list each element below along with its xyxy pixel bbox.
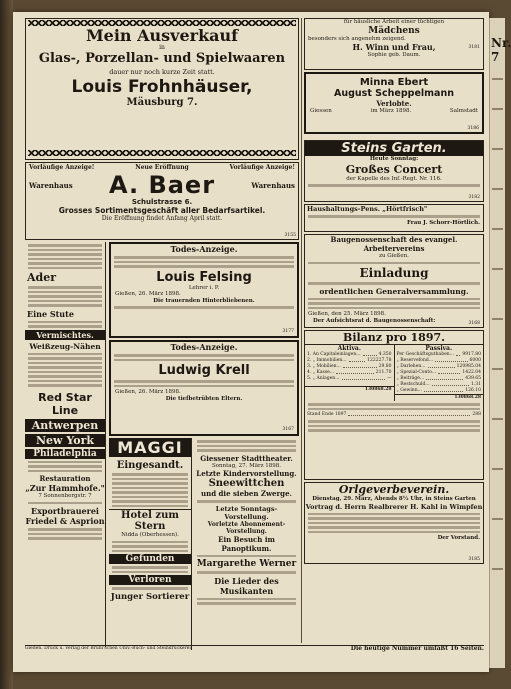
passiva-value: 1422.04 <box>462 370 481 375</box>
ausverkauf-ad <box>25 18 299 160</box>
steins-number: 3182 <box>468 195 480 200</box>
vermischtes-banner: Vermischtes. <box>25 330 105 340</box>
todes1-number: 3177 <box>282 329 294 334</box>
madchen-detail: besonders sich angenehm zeigend. <box>308 35 406 42</box>
todes1-role: Lehrer i. P. <box>188 284 220 291</box>
passiva-label: „ Beiträge... <box>396 376 425 381</box>
ausverkauf-in: in <box>159 44 165 51</box>
orgel-title: Orlgeverbeverein. <box>338 483 450 496</box>
maggi-column <box>109 438 192 650</box>
aktiva-value: 4.350 <box>378 352 392 357</box>
gefunden-banner: Gefunden <box>109 554 191 564</box>
stadttheater-play3: Margarethe Werner <box>196 559 297 569</box>
book-spine <box>0 0 13 689</box>
aktiva-value: 29.80 <box>378 364 392 369</box>
steins-detail: der Kapelle des Inf.-Regt. Nr. 116. <box>346 175 442 182</box>
aktiva-label: 3. „ Mobilien... <box>307 364 341 369</box>
baugenossen-detail: ordentlichen Generalversammlung. <box>319 286 469 296</box>
new-york-banner: New York <box>25 434 105 447</box>
stadttheater-play2: Ein Besuch im Panoptikum. <box>218 534 275 553</box>
steins-garten-ad <box>304 140 484 202</box>
restauration-heading: Restauration <box>39 474 91 483</box>
friedel-asprion-heading: Friedel & Asprion <box>25 516 105 526</box>
aktiva-label: 4. „ Kasse... <box>307 370 335 375</box>
passiva-value: 120985.04 <box>456 364 481 369</box>
left-lower-columns <box>25 242 299 647</box>
hotel-stern-heading: Hotel zum Stern <box>109 509 191 532</box>
exportbrauerei-heading: Exportbrauerei <box>31 506 99 516</box>
madchen-word: Mädchens <box>368 25 420 36</box>
bilanz-passiva-heading: Passiva. <box>425 345 453 352</box>
footer-note: Die heutige Nummer umfaßt 16 Seiten. <box>350 645 484 652</box>
stadttheater-show1: Letzte Kindervorstellung. <box>196 469 297 478</box>
diamond-border-bottom <box>28 150 296 156</box>
madchen-number: 3181 <box>468 45 480 50</box>
stadttheater-date: Sonntag, 27. März 1898. <box>211 462 282 469</box>
passiva-value: 6000 <box>469 358 481 363</box>
bilanz-stand-value: 288 <box>472 412 481 417</box>
antwerpen-banner: Antwerpen <box>25 419 105 432</box>
small-ads-column <box>25 242 106 647</box>
verloren-banner: Verloren <box>109 575 191 585</box>
baer-opening: Die Eröffnung findet Anfang April statt. <box>101 215 223 222</box>
baugenossen-einladung: Einladung <box>359 266 429 280</box>
todes2-date: Gießen, 26. März 1898. <box>115 389 181 395</box>
todes1-name: Louis Felsing <box>156 269 252 285</box>
bilanz-table <box>304 330 484 480</box>
bilanz-title: Bilanz pro 1897. <box>343 331 445 344</box>
stadttheater-play4: Die Lieder des Musikanten <box>214 575 279 596</box>
baer-number: 3155 <box>284 233 296 238</box>
aktiva-value: — <box>387 376 392 381</box>
passiva-label: „ Spezial-Conto... <box>396 370 437 375</box>
orgel-date: Dienstag, 29. März, Abends 8½ Uhr, in Steins Garten <box>312 496 476 502</box>
ausverkauf-address: Mäusburg 7. <box>126 97 198 108</box>
haushaltung-sub: Frau J. Schorr-Hörtlich. <box>407 219 480 226</box>
warenhaus-right: Warenhaus <box>251 180 295 190</box>
bilanz-aktiva <box>305 345 395 401</box>
aktiva-row <box>305 376 394 382</box>
passiva-label: „ Gewinn... <box>396 388 422 393</box>
orgel-number: 3185 <box>468 557 480 562</box>
todes1-family: Die trauernden Hinterbliebenen. <box>153 297 255 304</box>
aktiva-label: 5. „ Anlagen... <box>307 376 340 381</box>
footer-printer: Gießen. Druck u. Verlag der Brühl'schen Univ.-Buch- und Steindruckerei. <box>25 646 193 651</box>
philadelphia-banner: Philadelphia <box>25 449 105 459</box>
haushaltung-title: Haushaltungs-Pens. „Hörtfrisch" <box>307 205 428 213</box>
bilanz-passiva <box>395 345 484 401</box>
notices-column <box>106 242 299 647</box>
todes2-number: 3167 <box>282 427 294 432</box>
aktiva-value: 211.70 <box>375 370 392 375</box>
baer-opening-label: Neue Eröffnung <box>135 164 189 171</box>
aktiva-label: 2. „ Immobilien... <box>307 358 347 363</box>
ausverkauf-title: Mein Ausverkauf <box>85 26 239 45</box>
passiva-label: „ Darlehen... <box>396 364 426 369</box>
verlobt-place2: Salmstadt <box>449 108 478 114</box>
baugenossen-sub: zu Gießen. <box>379 253 409 259</box>
madchen-intro: für häusliche Arbeit einer tüchtigen <box>343 19 445 25</box>
maggi-theater-row <box>109 438 299 650</box>
steins-concert: Großes Concert <box>345 162 443 176</box>
bilanz-sum-right: 130868.28 <box>454 395 481 400</box>
todes1-title: Todes-Anzeige. <box>170 244 238 254</box>
todes1-date: Gießen, 26. März 1898. <box>115 291 181 297</box>
verlobt-name1: Minna Ebert <box>359 77 429 88</box>
bilanz-stand-label: Stand Ende 1897 <box>307 412 347 417</box>
verlobt-name2: August Scheppelmann <box>334 88 454 99</box>
steins-heute: Heute Sonntag: <box>369 156 419 162</box>
todes-anzeige-krell <box>109 340 299 436</box>
next-page-number: Nr. 7 <box>491 36 511 64</box>
right-column <box>304 18 484 643</box>
aktiva-label: 1. An Capitaleinlagen... <box>307 352 361 357</box>
stadttheater-show3: Vorletzte Abonnement-Vorstellung. <box>207 520 286 535</box>
stadttheater-title: Giessener Stadttheater. <box>200 453 293 463</box>
next-page-edge <box>489 18 511 668</box>
passiva-value: 439.65 <box>465 376 481 381</box>
passiva-label: „ Restschuld... <box>396 382 430 387</box>
hotel-stern-place: Nidda (Oberhessen). <box>121 532 179 538</box>
warenhaus-left: Warenhaus <box>29 180 73 190</box>
ausverkauf-goods: Glas-, Porzellan- und Spielwaaren <box>38 51 286 66</box>
passiva-value: 9917.80 <box>462 352 481 357</box>
baugenossen-signer: Der Aufsichtsrat d. Baugenossenschaft: <box>313 317 436 324</box>
maggi-logo: MAGGI <box>109 438 191 457</box>
verlobt-number: 3186 <box>467 126 479 131</box>
baer-right-note: Vorläufige Anzeige! <box>229 164 295 171</box>
verlobung-ad <box>304 72 484 134</box>
ader-heading: Ader <box>27 271 57 284</box>
ausverkauf-name: Louis Frohnhäuser, <box>71 77 253 97</box>
bilanz-aktiva-heading: Aktiva. <box>337 345 361 352</box>
baer-ad <box>25 162 299 240</box>
hammhofe-address: 7 Sonnenbergstr. 7 <box>38 493 92 499</box>
winn-detail: Sophie geb. Daum. <box>367 52 421 58</box>
steins-garten-title: Steins Garten. <box>305 141 483 156</box>
madchen-ad <box>304 18 484 70</box>
stadttheater-column <box>192 438 299 650</box>
baer-name: A. Baer <box>108 171 216 199</box>
eine-stute-heading: Eine Stute <box>27 308 74 319</box>
orgel-signer: Der Vorstand. <box>437 535 480 541</box>
red-star-line-title: Red Star Line <box>38 390 92 417</box>
bilanz-sum-left: 130868.28 <box>364 387 392 392</box>
stadttheater-play1: Sneewittchen <box>208 478 285 489</box>
orgel-vortrag: Vortrag d. Herrn Realbrerer H. Kahl in Wimpfen <box>305 502 483 511</box>
passiva-value: 126.10 <box>465 388 481 393</box>
verlobt-status: Verlobte. <box>376 99 412 108</box>
weisszeug-heading: Weißzeug-Nähen <box>29 341 101 351</box>
verlobt-date: im März 1898. <box>370 108 412 114</box>
verlobt-place: Giessen <box>310 108 332 114</box>
todes2-family: Die tiefbetrübten Eltern. <box>165 395 243 402</box>
baugenossen-number: 3168 <box>468 321 480 326</box>
page-footer <box>25 645 484 662</box>
left-column <box>25 18 299 643</box>
todes-anzeige-felsing <box>109 242 299 338</box>
passiva-label: Per Geschäftsguthaben... <box>396 352 454 357</box>
baer-left-note: Vorläufige Anzeige! <box>29 164 95 171</box>
orgelverein-ad <box>304 482 484 564</box>
todes2-name: Ludwig Krell <box>158 363 250 378</box>
column-separator <box>301 18 302 643</box>
baer-sortiment: Grosses Sortimentsgeschäft aller Bedarfsartikel. <box>58 206 266 215</box>
baugenossen-title: Baugenossenschaft des evangel. Arbeitervereins <box>330 235 458 253</box>
baugenossen-date: Gießen, den 25. März 1898. <box>308 311 386 317</box>
haushaltung-ad <box>304 204 484 232</box>
hammhofe-heading: „Zur Hammhofe." <box>25 483 105 493</box>
aktiva-value: 122227.78 <box>367 358 392 363</box>
stadttheater-play1b: und die sieben Zwerge. <box>201 489 292 498</box>
baer-address: Schulstrasse 6. <box>131 198 193 206</box>
stadttheater-show2: Letzte Sonntags-Vorstellung. <box>215 504 278 521</box>
eingesandt-heading: Eingesandt. <box>116 460 184 471</box>
winn-name: H. Winn und Frau, <box>352 42 436 52</box>
passiva-label: „ Reservefond... <box>396 358 434 363</box>
ausverkauf-note: dauer nur noch kurze Zeit statt. <box>109 68 215 76</box>
baugenossenschaft-ad <box>304 234 484 328</box>
junger-sortierer-heading: Junger Sortierer <box>110 591 190 602</box>
todes2-title: Todes-Anzeige. <box>170 342 238 352</box>
passiva-value: 1.31 <box>470 382 481 387</box>
